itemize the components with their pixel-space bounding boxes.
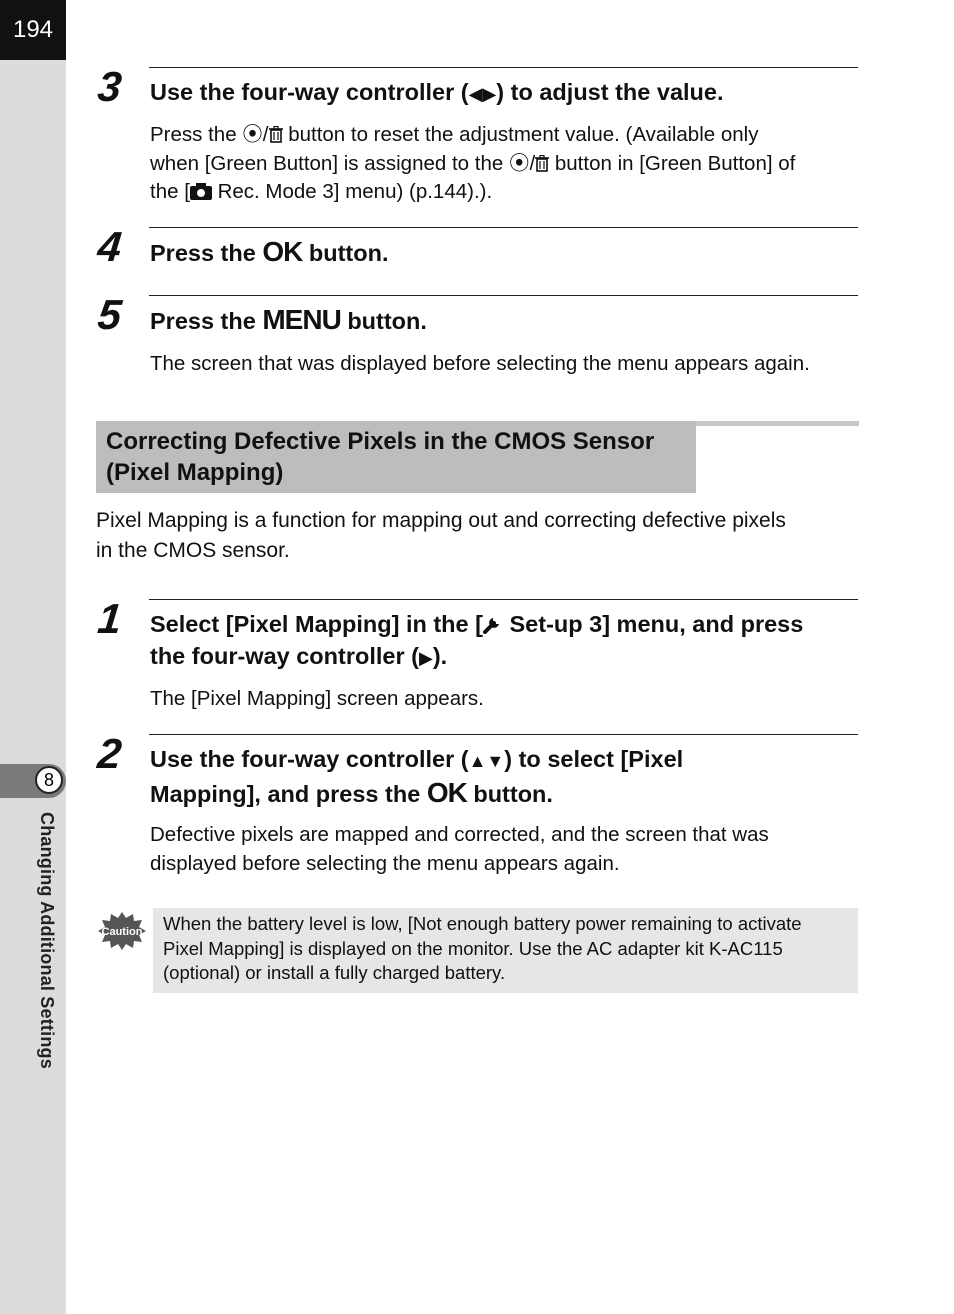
step-heading: Press the MENU button. — [150, 304, 427, 335]
chapter-title: Changing Additional Settings — [37, 812, 57, 1069]
step-body: Defective pixels are mapped and corrected, and the screen that was displayed before selecting the menu appears again. — [150, 823, 769, 875]
page-number: 194 — [0, 0, 66, 60]
step-divider — [149, 227, 858, 228]
left-arrow-icon: ◀▶ — [468, 84, 497, 104]
step-number: 5 — [95, 291, 124, 338]
green-button-icon: ⦿/ — [509, 152, 549, 175]
step-divider — [149, 734, 858, 735]
camera-icon — [190, 180, 212, 203]
step-divider — [149, 67, 858, 68]
step-divider — [149, 295, 858, 296]
svg-text:Caution: Caution — [101, 926, 143, 938]
step-heading: Press the OK button. — [150, 236, 389, 267]
step-number: 2 — [95, 730, 124, 777]
step-number: 4 — [95, 223, 124, 270]
step-heading: Use the four-way controller (▲▼) to select [Pixel Mapping], and press the OK button. — [150, 746, 684, 808]
wrench-icon — [483, 611, 503, 637]
right-arrow-icon: ▶ — [418, 648, 433, 668]
step-body: The screen that was displayed before selecting the menu appears again. — [150, 352, 810, 375]
up-down-arrow-icon: ▲▼ — [468, 751, 505, 771]
section-title: Correcting Defective Pixels in the CMOS Sensor (Pixel Mapping) — [106, 428, 655, 486]
step-body: The [Pixel Mapping] screen appears. — [150, 687, 484, 710]
ok-button-icon: OK — [262, 236, 303, 267]
step-body: Press the ⦿/ button to reset the adjustment value. (Available only when [Green Button] is assigned to the ⦿/ button in [Green Button] of the [ Rec. Mode 3] menu) (p.144).). — [150, 123, 796, 203]
caution-icon — [97, 910, 147, 952]
step-heading: Select [Pixel Mapping] in the [ Set-up 3] menu, and press the four-way controller (▶). — [150, 611, 804, 669]
section-intro: Pixel Mapping is a function for mapping out and correcting defective pixels in the CMOS sensor. — [96, 509, 786, 562]
step-number: 3 — [95, 63, 124, 110]
step-divider — [149, 599, 858, 600]
green-button-icon: ⦿/ — [242, 123, 282, 146]
step-heading: Use the four-way controller (◀▶) to adjust the value. — [150, 79, 724, 105]
caution-text: When the battery level is low, [Not enough battery power remaining to activate Pixel Mapping] is displayed on the monitor. Use the AC adapter kit K-AC115 (optional) or install a fully charged battery. — [163, 913, 802, 983]
ok-button-icon: OK — [426, 777, 467, 808]
step-number: 1 — [95, 595, 124, 642]
menu-button-icon: MENU — [262, 304, 341, 335]
chapter-number: 8 — [35, 766, 63, 794]
chapter-sidebar — [0, 0, 66, 1314]
